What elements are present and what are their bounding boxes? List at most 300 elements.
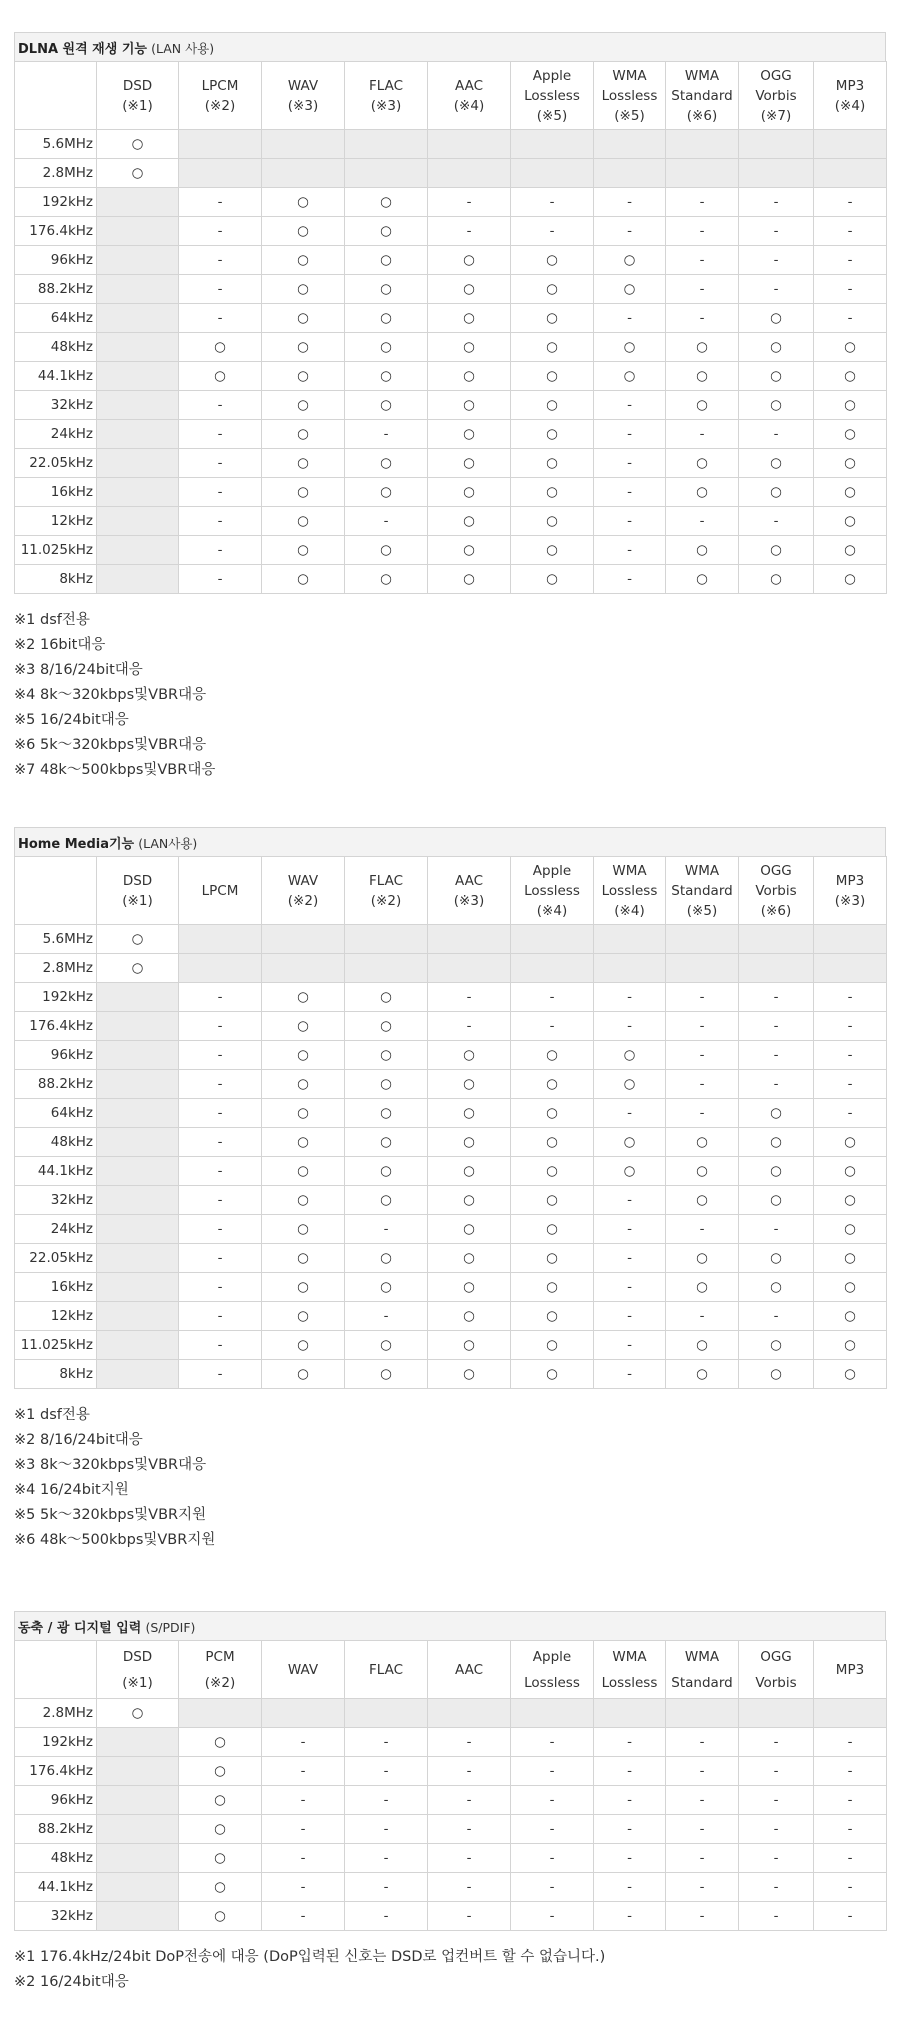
- unsupported-cell: -: [666, 1902, 739, 1931]
- frequency-cell: 11.025kHz: [15, 536, 97, 565]
- unsupported-cell: -: [739, 1902, 814, 1931]
- unsupported-cell: -: [666, 1786, 739, 1815]
- unsupported-cell: -: [179, 507, 262, 536]
- frequency-cell: 32kHz: [15, 391, 97, 420]
- supported-cell: ○: [814, 565, 887, 594]
- supported-cell: ○: [814, 1273, 887, 1302]
- unsupported-cell: -: [739, 1873, 814, 1902]
- unavailable-cell: [739, 954, 814, 983]
- column-header: [814, 857, 887, 925]
- unsupported-cell: -: [594, 1012, 666, 1041]
- unsupported-cell: -: [594, 420, 666, 449]
- supported-cell: ○: [511, 1157, 594, 1186]
- supported-cell: ○: [814, 362, 887, 391]
- supported-cell: ○: [179, 1902, 262, 1931]
- unsupported-cell: -: [666, 1099, 739, 1128]
- supported-cell: ○: [511, 449, 594, 478]
- unsupported-cell: -: [594, 536, 666, 565]
- unavailable-cell: [814, 1699, 887, 1728]
- unsupported-cell: -: [345, 1873, 428, 1902]
- unsupported-cell: -: [345, 1302, 428, 1331]
- unsupported-cell: -: [511, 983, 594, 1012]
- table-row: [15, 1012, 887, 1041]
- supported-cell: ○: [739, 1128, 814, 1157]
- unavailable-cell: [666, 159, 739, 188]
- footnote: ※1 dsf전용: [14, 612, 90, 628]
- unsupported-cell: -: [814, 1786, 887, 1815]
- unsupported-cell: -: [179, 983, 262, 1012]
- supported-cell: ○: [594, 1041, 666, 1070]
- table-row: [15, 1041, 887, 1070]
- unavailable-cell: [97, 1215, 179, 1244]
- supported-cell: ○: [262, 565, 345, 594]
- unavailable-cell: [97, 507, 179, 536]
- frequency-cell: 96kHz: [15, 1041, 97, 1070]
- frequency-cell: 12kHz: [15, 1302, 97, 1331]
- supported-cell: ○: [739, 1360, 814, 1389]
- unsupported-cell: -: [594, 1302, 666, 1331]
- unsupported-cell: -: [179, 217, 262, 246]
- unsupported-cell: -: [594, 1099, 666, 1128]
- unsupported-cell: -: [666, 275, 739, 304]
- supported-cell: ○: [511, 333, 594, 362]
- format-support-table: [14, 61, 887, 594]
- supported-cell: ○: [345, 449, 428, 478]
- supported-cell: ○: [511, 1273, 594, 1302]
- column-header: [97, 1641, 179, 1699]
- column-header-line: DSD: [122, 77, 153, 94]
- unsupported-cell: -: [814, 1873, 887, 1902]
- unsupported-cell: -: [814, 304, 887, 333]
- column-header: [814, 1641, 887, 1699]
- unsupported-cell: -: [666, 420, 739, 449]
- supported-cell: ○: [345, 1099, 428, 1128]
- frequency-cell: 176.4kHz: [15, 217, 97, 246]
- table-row: [15, 478, 887, 507]
- supported-cell: ○: [262, 188, 345, 217]
- unsupported-cell: -: [666, 217, 739, 246]
- header-row: [15, 1641, 887, 1699]
- column-header-line: Apple: [532, 1648, 572, 1665]
- supported-cell: ○: [428, 1331, 511, 1360]
- column-header-line: Lossless: [601, 1674, 658, 1691]
- table-row: [15, 1757, 887, 1786]
- supported-cell: ○: [345, 188, 428, 217]
- unavailable-cell: [97, 1728, 179, 1757]
- supported-cell: ○: [594, 362, 666, 391]
- unsupported-cell: -: [179, 536, 262, 565]
- supported-cell: ○: [511, 1186, 594, 1215]
- supported-cell: ○: [739, 565, 814, 594]
- unsupported-cell: -: [594, 188, 666, 217]
- column-header-line: FLAC: [368, 872, 404, 889]
- section-title: Home Media기능: [18, 837, 135, 852]
- supported-cell: ○: [739, 304, 814, 333]
- supported-cell: ○: [511, 1302, 594, 1331]
- unsupported-cell: -: [511, 1844, 594, 1873]
- unsupported-cell: -: [179, 188, 262, 217]
- supported-cell: ○: [511, 362, 594, 391]
- supported-cell: ○: [262, 1128, 345, 1157]
- unsupported-cell: -: [428, 1902, 511, 1931]
- unsupported-cell: -: [345, 1786, 428, 1815]
- column-header: [179, 857, 262, 925]
- supported-cell: ○: [666, 565, 739, 594]
- unavailable-cell: [666, 925, 739, 954]
- supported-cell: ○: [262, 362, 345, 391]
- section-title-bar: [14, 1611, 886, 1640]
- frequency-cell: 16kHz: [15, 478, 97, 507]
- table-row: [15, 449, 887, 478]
- column-header: [262, 857, 345, 925]
- supported-cell: ○: [814, 478, 887, 507]
- frequency-cell: 88.2kHz: [15, 1815, 97, 1844]
- unsupported-cell: -: [814, 1757, 887, 1786]
- supported-cell: ○: [428, 1128, 511, 1157]
- column-header-line: LPCM: [201, 77, 239, 94]
- frequency-cell: 22.05kHz: [15, 449, 97, 478]
- column-header-line: Lossless: [524, 882, 580, 899]
- frequency-cell: 2.8MHz: [15, 159, 97, 188]
- unsupported-cell: -: [739, 1786, 814, 1815]
- unavailable-cell: [97, 304, 179, 333]
- section-title-bar: [14, 32, 886, 61]
- footnote: ※2 16bit대응: [14, 637, 106, 653]
- supported-cell: ○: [345, 304, 428, 333]
- supported-cell: ○: [262, 1012, 345, 1041]
- unsupported-cell: -: [814, 1815, 887, 1844]
- frequency-cell: 88.2kHz: [15, 275, 97, 304]
- unsupported-cell: -: [666, 1070, 739, 1099]
- supported-cell: ○: [814, 1360, 887, 1389]
- frequency-cell: 44.1kHz: [15, 1873, 97, 1902]
- unavailable-cell: [428, 1699, 511, 1728]
- frequency-cell: 24kHz: [15, 1215, 97, 1244]
- column-header-line: (※4): [453, 97, 485, 114]
- supported-cell: ○: [179, 1873, 262, 1902]
- column-header-line: (※1): [122, 1674, 153, 1691]
- column-header-line: WMA: [684, 862, 720, 879]
- supported-cell: ○: [511, 1128, 594, 1157]
- frequency-cell: 176.4kHz: [15, 1012, 97, 1041]
- column-header-line: OGG: [760, 1648, 792, 1665]
- unavailable-cell: [97, 1873, 179, 1902]
- unavailable-cell: [97, 1331, 179, 1360]
- header-corner-cell: [15, 62, 97, 130]
- unsupported-cell: -: [594, 507, 666, 536]
- unsupported-cell: -: [179, 1012, 262, 1041]
- frequency-cell: 176.4kHz: [15, 1757, 97, 1786]
- unsupported-cell: -: [739, 1041, 814, 1070]
- table-row: [15, 130, 887, 159]
- unavailable-cell: [594, 130, 666, 159]
- unsupported-cell: -: [666, 1302, 739, 1331]
- unsupported-cell: -: [345, 1757, 428, 1786]
- column-header-line: (※5): [614, 107, 645, 124]
- section-subtitle: (LAN 사용): [151, 41, 215, 56]
- supported-cell: ○: [739, 1273, 814, 1302]
- column-header-line: (※5): [686, 902, 718, 919]
- column-header: [594, 62, 666, 130]
- supported-cell: ○: [345, 1244, 428, 1273]
- supported-cell: ○: [511, 304, 594, 333]
- unavailable-cell: [97, 188, 179, 217]
- column-header-line: Apple: [532, 862, 572, 879]
- column-header-line: (※1): [122, 892, 153, 909]
- supported-cell: ○: [262, 275, 345, 304]
- column-header-line: DSD: [122, 1648, 153, 1665]
- supported-cell: ○: [511, 1099, 594, 1128]
- table-row: [15, 275, 887, 304]
- table-row: [15, 954, 887, 983]
- supported-cell: ○: [262, 1157, 345, 1186]
- table-row: [15, 362, 887, 391]
- format-support-table: [14, 1640, 887, 1931]
- column-header-line: MP3: [835, 77, 865, 94]
- frequency-cell: 192kHz: [15, 1728, 97, 1757]
- unsupported-cell: -: [739, 1070, 814, 1099]
- frequency-cell: 24kHz: [15, 420, 97, 449]
- supported-cell: ○: [511, 246, 594, 275]
- column-header-line: DSD: [122, 872, 153, 889]
- supported-cell: ○: [262, 1273, 345, 1302]
- footnote: ※1 176.4kHz/24bit DoP전송에 대응 (DoP입력된 신호는 DSD로 업컨버트 할 수 없습니다.): [14, 1949, 606, 1965]
- column-header-line: (※3): [287, 97, 319, 114]
- column-header-line: Lossless: [601, 87, 658, 104]
- supported-cell: ○: [666, 536, 739, 565]
- table-row: [15, 159, 887, 188]
- unsupported-cell: -: [179, 275, 262, 304]
- unavailable-cell: [594, 925, 666, 954]
- unsupported-cell: -: [666, 1757, 739, 1786]
- unavailable-cell: [345, 925, 428, 954]
- supported-cell: ○: [739, 333, 814, 362]
- table-row: [15, 1699, 887, 1728]
- supported-cell: ○: [511, 1331, 594, 1360]
- unsupported-cell: -: [428, 1786, 511, 1815]
- footnote: ※5 16/24bit대응: [14, 712, 129, 728]
- supported-cell: ○: [739, 1244, 814, 1273]
- supported-cell: ○: [594, 1128, 666, 1157]
- supported-cell: ○: [345, 1331, 428, 1360]
- supported-cell: ○: [594, 275, 666, 304]
- unavailable-cell: [511, 1699, 594, 1728]
- unavailable-cell: [179, 130, 262, 159]
- unavailable-cell: [262, 159, 345, 188]
- supported-cell: ○: [594, 246, 666, 275]
- unsupported-cell: -: [594, 478, 666, 507]
- column-header-line: Apple: [532, 67, 572, 84]
- header-row: [15, 62, 887, 130]
- table-row: [15, 1902, 887, 1931]
- unavailable-cell: [97, 1360, 179, 1389]
- unsupported-cell: -: [179, 1070, 262, 1099]
- column-header: [739, 1641, 814, 1699]
- unsupported-cell: -: [666, 1215, 739, 1244]
- frequency-cell: 8kHz: [15, 1360, 97, 1389]
- unavailable-cell: [97, 983, 179, 1012]
- supported-cell: ○: [814, 391, 887, 420]
- frequency-cell: 192kHz: [15, 188, 97, 217]
- footnotes: [14, 1403, 886, 1553]
- column-header-line: MP3: [835, 872, 865, 889]
- supported-cell: ○: [666, 362, 739, 391]
- supported-cell: ○: [511, 536, 594, 565]
- unsupported-cell: -: [666, 1873, 739, 1902]
- column-header-line: (※2): [204, 1674, 236, 1691]
- unsupported-cell: -: [739, 217, 814, 246]
- unsupported-cell: -: [594, 565, 666, 594]
- table-row: [15, 217, 887, 246]
- frequency-cell: 8kHz: [15, 565, 97, 594]
- column-header-line: LPCM: [201, 882, 239, 899]
- footnote: ※6 5k～320kbps및VBR대응: [14, 737, 207, 753]
- supported-cell: ○: [511, 1041, 594, 1070]
- unsupported-cell: -: [666, 188, 739, 217]
- unsupported-cell: -: [814, 1728, 887, 1757]
- column-header-line: (※7): [760, 107, 792, 124]
- unsupported-cell: -: [666, 304, 739, 333]
- supported-cell: ○: [739, 1186, 814, 1215]
- unsupported-cell: -: [179, 1041, 262, 1070]
- unsupported-cell: -: [594, 304, 666, 333]
- header-corner-cell: [15, 1641, 97, 1699]
- unavailable-cell: [739, 130, 814, 159]
- unsupported-cell: -: [739, 1844, 814, 1873]
- unsupported-cell: -: [739, 1215, 814, 1244]
- frequency-cell: 96kHz: [15, 1786, 97, 1815]
- unsupported-cell: -: [594, 1757, 666, 1786]
- column-header: [179, 1641, 262, 1699]
- column-header-line: WMA: [612, 1648, 647, 1665]
- unsupported-cell: -: [666, 1844, 739, 1873]
- unsupported-cell: -: [594, 1873, 666, 1902]
- unavailable-cell: [97, 449, 179, 478]
- supported-cell: ○: [262, 1099, 345, 1128]
- unsupported-cell: -: [594, 1360, 666, 1389]
- supported-cell: ○: [428, 275, 511, 304]
- column-header-line: (※2): [287, 892, 319, 909]
- column-header-line: OGG: [760, 862, 792, 879]
- unsupported-cell: -: [814, 246, 887, 275]
- unsupported-cell: -: [739, 1815, 814, 1844]
- dlna-section: [14, 32, 886, 783]
- table-row: [15, 246, 887, 275]
- column-header-line: WMA: [684, 67, 720, 84]
- supported-cell: ○: [179, 1728, 262, 1757]
- unsupported-cell: -: [179, 478, 262, 507]
- table-row: [15, 983, 887, 1012]
- unavailable-cell: [594, 1699, 666, 1728]
- supported-cell: ○: [428, 449, 511, 478]
- table-row: [15, 1273, 887, 1302]
- unsupported-cell: -: [345, 1215, 428, 1244]
- unavailable-cell: [594, 159, 666, 188]
- unsupported-cell: -: [666, 1041, 739, 1070]
- unavailable-cell: [97, 1099, 179, 1128]
- column-header-line: (※4): [614, 902, 645, 919]
- frequency-cell: 22.05kHz: [15, 1244, 97, 1273]
- frequency-cell: 2.8MHz: [15, 954, 97, 983]
- supported-cell: ○: [594, 1070, 666, 1099]
- supported-cell: ○: [739, 536, 814, 565]
- unsupported-cell: -: [594, 217, 666, 246]
- footnote: ※2 16/24bit대응: [14, 1974, 129, 1990]
- supported-cell: ○: [428, 1273, 511, 1302]
- supported-cell: ○: [97, 130, 179, 159]
- table-row: [15, 925, 887, 954]
- column-header: [428, 857, 511, 925]
- supported-cell: ○: [666, 1186, 739, 1215]
- supported-cell: ○: [814, 333, 887, 362]
- unsupported-cell: -: [594, 1244, 666, 1273]
- frequency-cell: 5.6MHz: [15, 130, 97, 159]
- column-header-line: Lossless: [601, 882, 658, 899]
- unsupported-cell: -: [345, 1728, 428, 1757]
- unsupported-cell: -: [179, 1215, 262, 1244]
- unavailable-cell: [179, 159, 262, 188]
- supported-cell: ○: [262, 983, 345, 1012]
- table-row: [15, 1186, 887, 1215]
- supported-cell: ○: [739, 362, 814, 391]
- unavailable-cell: [97, 1128, 179, 1157]
- supported-cell: ○: [428, 362, 511, 391]
- unsupported-cell: -: [666, 507, 739, 536]
- unavailable-cell: [97, 275, 179, 304]
- footnote: ※6 48k～500kbps및VBR지원: [14, 1532, 216, 1548]
- unsupported-cell: -: [262, 1873, 345, 1902]
- section-title-bar: [14, 827, 886, 856]
- table-row: [15, 1786, 887, 1815]
- supported-cell: ○: [666, 1360, 739, 1389]
- supported-cell: ○: [428, 1244, 511, 1273]
- supported-cell: ○: [666, 1157, 739, 1186]
- supported-cell: ○: [345, 391, 428, 420]
- supported-cell: ○: [428, 1157, 511, 1186]
- supported-cell: ○: [345, 1070, 428, 1099]
- supported-cell: ○: [739, 478, 814, 507]
- unsupported-cell: -: [739, 246, 814, 275]
- supported-cell: ○: [428, 478, 511, 507]
- table-row: [15, 1244, 887, 1273]
- column-header: [666, 62, 739, 130]
- unsupported-cell: -: [428, 1757, 511, 1786]
- column-header: [179, 62, 262, 130]
- supported-cell: ○: [262, 1186, 345, 1215]
- column-header-line: Lossless: [524, 1674, 580, 1691]
- supported-cell: ○: [345, 217, 428, 246]
- unavailable-cell: [345, 1699, 428, 1728]
- table-row: [15, 1331, 887, 1360]
- supported-cell: ○: [179, 1757, 262, 1786]
- unavailable-cell: [511, 159, 594, 188]
- supported-cell: ○: [666, 1128, 739, 1157]
- unavailable-cell: [97, 217, 179, 246]
- supported-cell: ○: [262, 217, 345, 246]
- unavailable-cell: [511, 925, 594, 954]
- unsupported-cell: -: [179, 1273, 262, 1302]
- supported-cell: ○: [814, 1157, 887, 1186]
- footnote: ※2 8/16/24bit대응: [14, 1432, 143, 1448]
- supported-cell: ○: [262, 478, 345, 507]
- column-header: [739, 857, 814, 925]
- unsupported-cell: -: [262, 1844, 345, 1873]
- supported-cell: ○: [262, 1331, 345, 1360]
- column-header-line: Vorbis: [755, 87, 797, 104]
- supported-cell: ○: [179, 362, 262, 391]
- supported-cell: ○: [511, 478, 594, 507]
- column-header-line: (※4): [834, 97, 866, 114]
